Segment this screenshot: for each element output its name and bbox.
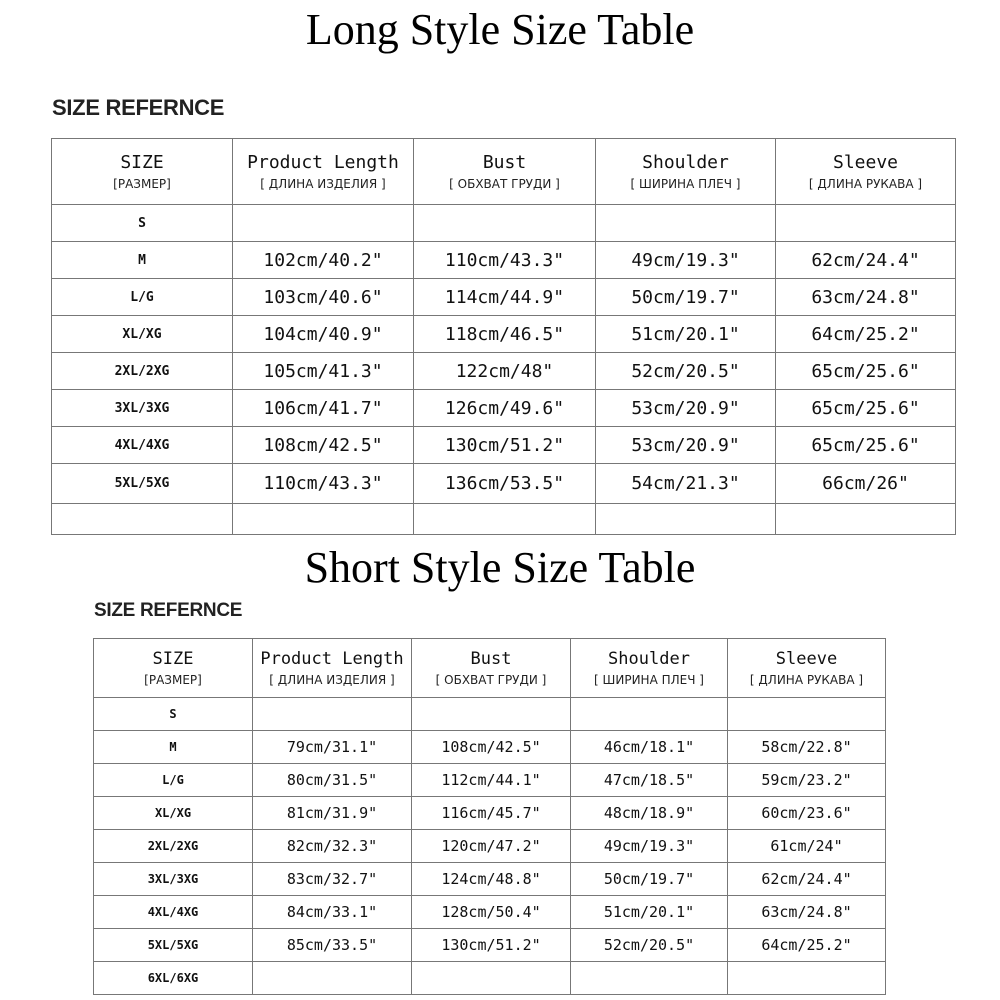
shoulder-cell: 50cm/19.7" (571, 863, 728, 896)
table-row (52, 279, 956, 316)
length-cell: 110cm/43.3" (233, 464, 414, 504)
bust-cell: 112cm/44.1" (412, 764, 571, 797)
short-header-size-name: SIZE (152, 649, 194, 669)
sleeve-cell: 60cm/23.6" (728, 797, 886, 830)
table-row (52, 353, 956, 390)
table-row (94, 731, 886, 764)
long-header-length-sub: [ ДЛИНА ИЗДЕЛИЯ ] (260, 177, 386, 191)
size-cell: M (94, 731, 253, 764)
size-cell: S (52, 205, 233, 242)
size-cell: 2XL/2XG (52, 353, 233, 390)
bust-cell: 130cm/51.2" (414, 427, 596, 464)
table-row (94, 797, 886, 830)
length-cell (253, 698, 412, 731)
short-header-shoulder-name: Shoulder (608, 649, 690, 669)
short-header-shoulder (571, 639, 728, 698)
size-cell: L/G (94, 764, 253, 797)
length-cell: 85cm/33.5" (253, 929, 412, 962)
size-cell: XL/XG (94, 797, 253, 830)
length-cell: 108cm/42.5" (233, 427, 414, 464)
shoulder-cell: 48cm/18.9" (571, 797, 728, 830)
long-header-size-name: SIZE (120, 152, 164, 173)
sleeve-cell: 62cm/24.4" (728, 863, 886, 896)
shoulder-cell: 51cm/20.1" (596, 316, 776, 353)
short-header-bust (412, 639, 571, 698)
sleeve-cell: 65cm/25.6" (776, 427, 956, 464)
length-cell: 104cm/40.9" (233, 316, 414, 353)
sleeve-cell (776, 205, 956, 242)
size-cell: S (94, 698, 253, 731)
table-row (94, 929, 886, 962)
table-row (94, 830, 886, 863)
size-cell: 5XL/5XG (52, 464, 233, 504)
short-header-shoulder-sub: [ ШИРИНА ПЛЕЧ ] (594, 673, 704, 687)
bust-cell: 130cm/51.2" (412, 929, 571, 962)
size-cell: 2XL/2XG (94, 830, 253, 863)
sleeve-cell (776, 504, 956, 535)
shoulder-cell: 51cm/20.1" (571, 896, 728, 929)
shoulder-cell: 49cm/19.3" (596, 242, 776, 279)
long-header-size (52, 139, 233, 205)
bust-cell (414, 504, 596, 535)
shoulder-cell: 52cm/20.5" (571, 929, 728, 962)
shoulder-cell: 46cm/18.1" (571, 731, 728, 764)
bust-cell: 128cm/50.4" (412, 896, 571, 929)
size-cell: XL/XG (52, 316, 233, 353)
length-cell: 83cm/32.7" (253, 863, 412, 896)
size-cell: 3XL/3XG (52, 390, 233, 427)
long-header-sleeve-sub: [ ДЛИНА РУКАВА ] (808, 177, 923, 191)
length-cell: 103cm/40.6" (233, 279, 414, 316)
sleeve-cell: 63cm/24.8" (728, 896, 886, 929)
bust-cell (414, 205, 596, 242)
table-row (94, 896, 886, 929)
table-row (94, 863, 886, 896)
short-size-table (93, 638, 886, 995)
length-cell: 106cm/41.7" (233, 390, 414, 427)
length-cell: 82cm/32.3" (253, 830, 412, 863)
length-cell (233, 504, 414, 535)
length-cell (253, 962, 412, 995)
sleeve-cell: 64cm/25.2" (728, 929, 886, 962)
shoulder-cell: 52cm/20.5" (596, 353, 776, 390)
shoulder-cell (571, 698, 728, 731)
long-size-table (51, 138, 956, 535)
sleeve-cell: 63cm/24.8" (776, 279, 956, 316)
long-header-bust-sub: [ ОБХВАТ ГРУДИ ] (449, 177, 560, 191)
long-header-sleeve-name: Sleeve (832, 152, 899, 173)
length-cell: 105cm/41.3" (233, 353, 414, 390)
short-header-sleeve-sub: [ ДЛИНА РУКАВА ] (749, 673, 864, 687)
bust-cell: 136cm/53.5" (414, 464, 596, 504)
length-cell: 79cm/31.1" (253, 731, 412, 764)
short-header-bust-name: Bust (470, 649, 512, 669)
table-row (52, 316, 956, 353)
size-cell: 6XL/6XG (94, 962, 253, 995)
sleeve-cell: 59cm/23.2" (728, 764, 886, 797)
table-row (52, 427, 956, 464)
sleeve-cell: 62cm/24.4" (776, 242, 956, 279)
size-cell: M (52, 242, 233, 279)
bust-cell: 118cm/46.5" (414, 316, 596, 353)
table-row (94, 698, 886, 731)
bust-cell: 124cm/48.8" (412, 863, 571, 896)
shoulder-cell (596, 504, 776, 535)
table-row (94, 962, 886, 995)
long-header-bust (414, 139, 596, 205)
shoulder-cell: 50cm/19.7" (596, 279, 776, 316)
sleeve-cell: 66cm/26" (776, 464, 956, 504)
size-cell: 4XL/4XG (94, 896, 253, 929)
length-cell (233, 205, 414, 242)
table-row (52, 242, 956, 279)
short-header-length-name: Product Length (260, 649, 404, 669)
length-cell: 80cm/31.5" (253, 764, 412, 797)
table-row (52, 390, 956, 427)
long-size-reference-label: SIZE REFERNCE (52, 95, 225, 120)
long-header-shoulder-sub: [ ШИРИНА ПЛЕЧ ] (630, 177, 741, 191)
long-header-row (52, 139, 956, 205)
size-cell (52, 504, 233, 535)
sleeve-cell: 64cm/25.2" (776, 316, 956, 353)
short-header-sleeve-name: Sleeve (775, 649, 838, 669)
size-cell: 5XL/5XG (94, 929, 253, 962)
table-row (52, 205, 956, 242)
long-header-length (233, 139, 414, 205)
short-header-row (94, 639, 886, 698)
bust-cell: 114cm/44.9" (414, 279, 596, 316)
shoulder-cell: 49cm/19.3" (571, 830, 728, 863)
shoulder-cell: 54cm/21.3" (596, 464, 776, 504)
shoulder-cell (571, 962, 728, 995)
long-header-shoulder-name: Shoulder (642, 152, 729, 173)
short-header-length (253, 639, 412, 698)
bust-cell: 110cm/43.3" (414, 242, 596, 279)
short-header-sleeve (728, 639, 886, 698)
bust-cell (412, 698, 571, 731)
length-cell: 81cm/31.9" (253, 797, 412, 830)
sleeve-cell: 65cm/25.6" (776, 353, 956, 390)
table-row (52, 464, 956, 504)
length-cell: 84cm/33.1" (253, 896, 412, 929)
short-size-reference-label: SIZE REFERNCE (94, 600, 243, 621)
shoulder-cell: 53cm/20.9" (596, 390, 776, 427)
size-cell: 4XL/4XG (52, 427, 233, 464)
long-header-bust-name: Bust (482, 152, 527, 173)
bust-cell (412, 962, 571, 995)
long-header-shoulder (596, 139, 776, 205)
size-cell: L/G (52, 279, 233, 316)
bust-cell: 120cm/47.2" (412, 830, 571, 863)
long-header-size-sub: [РАЗМЕР] (113, 177, 171, 191)
short-table-title: Short Style Size Table (304, 543, 696, 592)
shoulder-cell (596, 205, 776, 242)
short-header-size (94, 639, 253, 698)
short-header-size-sub: [РАЗМЕР] (144, 673, 202, 687)
bust-cell: 108cm/42.5" (412, 731, 571, 764)
table-row (52, 504, 956, 535)
sleeve-cell: 61cm/24" (728, 830, 886, 863)
shoulder-cell: 53cm/20.9" (596, 427, 776, 464)
long-table-title: Long Style Size Table (305, 5, 695, 54)
long-header-length-name: Product Length (247, 152, 399, 173)
sleeve-cell: 58cm/22.8" (728, 731, 886, 764)
bust-cell: 122cm/48" (414, 353, 596, 390)
long-header-sleeve (776, 139, 956, 205)
sleeve-cell (728, 962, 886, 995)
sleeve-cell (728, 698, 886, 731)
short-header-length-sub: [ ДЛИНА ИЗДЕЛИЯ ] (269, 673, 395, 687)
bust-cell: 116cm/45.7" (412, 797, 571, 830)
size-cell: 3XL/3XG (94, 863, 253, 896)
bust-cell: 126cm/49.6" (414, 390, 596, 427)
sleeve-cell: 65cm/25.6" (776, 390, 956, 427)
shoulder-cell: 47cm/18.5" (571, 764, 728, 797)
length-cell: 102cm/40.2" (233, 242, 414, 279)
table-row (94, 764, 886, 797)
short-header-bust-sub: [ ОБХВАТ ГРУДИ ] (435, 673, 547, 687)
